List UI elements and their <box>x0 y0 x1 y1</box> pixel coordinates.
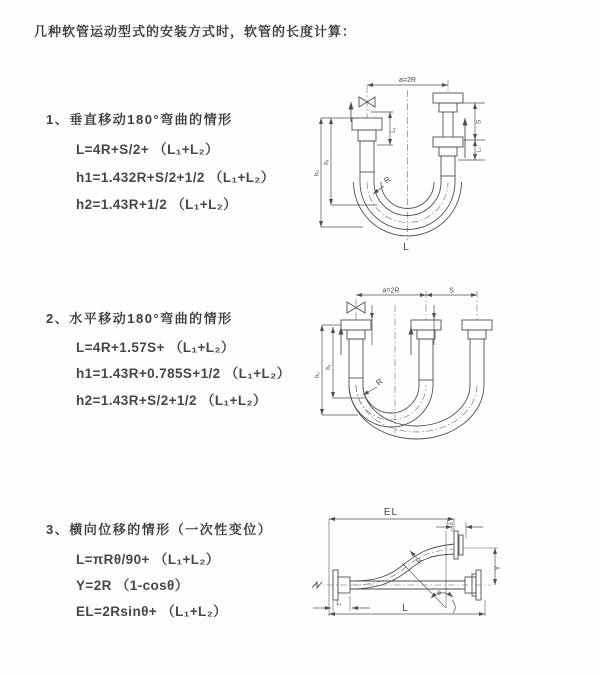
formula-line: EL=2Rsinθ+ （L₁+L₂） <box>76 604 227 619</box>
dim-label-l1-bottom: L₁ <box>336 601 342 607</box>
flanges-and-pipe <box>312 531 481 600</box>
pipes-and-flanges <box>341 320 492 339</box>
dim-label-h1: h₁ <box>326 364 332 370</box>
formula-line: h2=1.43R+S/2+1/2 （L₁+L₂） <box>76 393 267 408</box>
dim-label-span: a=2R <box>399 77 416 84</box>
dim-label-h1: h₁ <box>324 159 330 165</box>
formula-line: L=4R+S/2+ （L₁+L₂） <box>76 142 219 157</box>
dim-label-h2: h₂ <box>314 170 321 176</box>
dim-label-h2: h₂ <box>315 372 321 378</box>
dimension-lines <box>313 519 495 614</box>
dim-label-radius: R <box>374 376 385 388</box>
diagram-vertical-180-bend <box>315 70 587 260</box>
dim-label-y: Y <box>495 565 502 571</box>
section-3-heading: 3、横向位移的情形（一次性变位） <box>46 522 273 537</box>
dim-label-l1-right: L₁ <box>476 147 483 153</box>
centerlines <box>367 80 448 240</box>
formula-line: Y=2R （1-cosθ） <box>76 578 189 593</box>
centerlines <box>313 549 491 585</box>
formula-line: h2=1.43R+1/2 （L₁+L₂） <box>76 197 238 212</box>
dim-label-l1-left: L₁ <box>391 127 397 133</box>
diagram-horizontal-180-bend <box>313 283 590 458</box>
dim-label-l1-top: L₁ <box>446 520 452 526</box>
dimension-lines <box>322 295 477 415</box>
dim-label-radius: R <box>415 556 425 566</box>
section-1-heading: 1、垂直移动180°弯曲的情形 <box>46 112 233 127</box>
formula-line: L=πRθ/90+ （L₁+L₂） <box>76 552 220 567</box>
dim-label-radius: R <box>382 174 393 186</box>
dimension-lines <box>321 85 485 227</box>
extension-lines <box>329 519 498 616</box>
formula-line: L=4R+1.57S+ （L₁+L₂） <box>76 340 235 355</box>
formula-line: h1=1.43R+0.785S+1/2 （L₁+L₂） <box>76 366 291 381</box>
centerlines <box>356 291 477 439</box>
hose-u-bends <box>349 339 484 439</box>
dim-label-theta: θ <box>437 590 441 597</box>
formula-line: h1=1.432R+S/2+1/2 （L₁+L₂） <box>76 170 275 185</box>
dim-label-length: L <box>403 242 409 253</box>
page-title: 几种软管运动型式的安装方式时，软管的长度计算： <box>34 24 357 39</box>
section-2-heading: 2、水平移动180°弯曲的情形 <box>46 311 233 326</box>
dim-label-length: L <box>402 603 408 614</box>
dim-label-span: a=2R <box>382 287 400 295</box>
dim-label-el: EL <box>383 507 399 518</box>
dim-label-s: S <box>475 119 483 125</box>
diagram-lateral-displacement <box>305 500 597 640</box>
dim-label-s: S <box>449 287 454 295</box>
movement-arrows <box>341 327 411 355</box>
